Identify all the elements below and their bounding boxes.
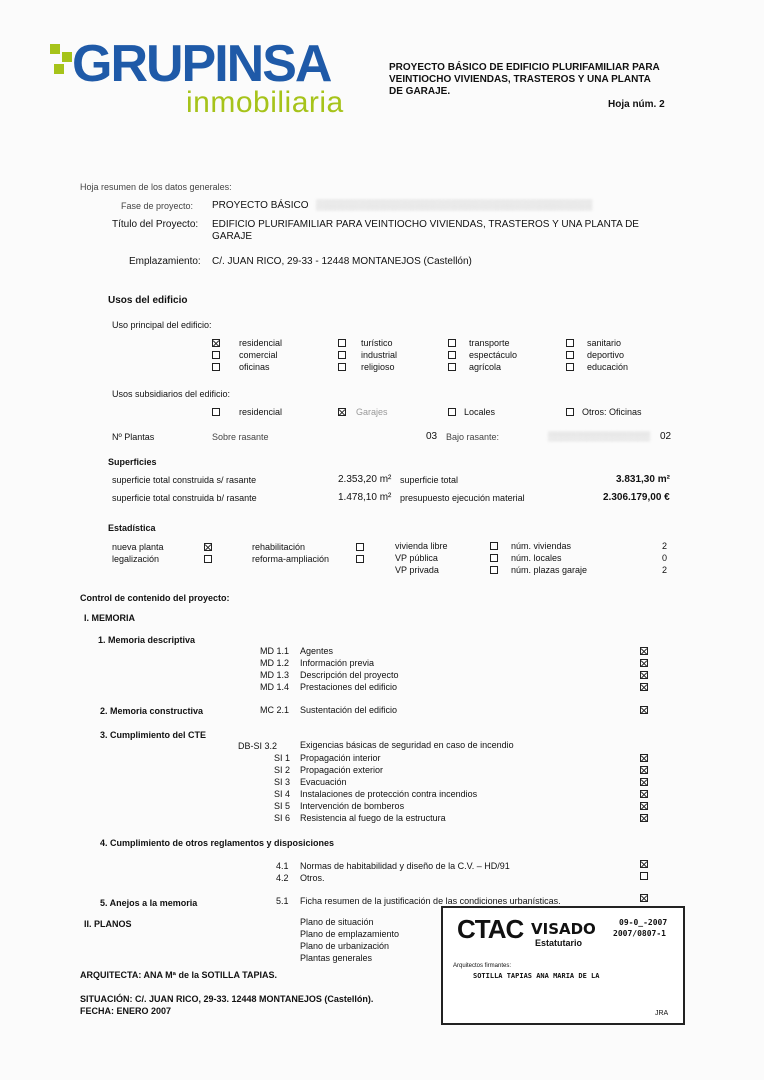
stamp-firmantes-label: Arquitectos firmantes: xyxy=(453,963,512,969)
header-title-line-3: DE GARAJE. xyxy=(389,86,451,97)
vp-publica-label: VP pública xyxy=(395,553,438,563)
num-viviendas-value: 2 xyxy=(662,541,668,551)
presupuesto-value: 2.306.179,00 € xyxy=(603,492,670,503)
redacted-text: ▒▒▒▒▒▒▒▒▒▒▒▒▒▒▒▒▒▒▒▒▒▒▒▒▒▒▒▒▒▒▒▒▒▒▒▒▒▒▒ xyxy=(316,200,593,211)
otros-code: 4.1 xyxy=(276,861,289,871)
stamp-visado: VISADO xyxy=(531,920,596,938)
checkbox-oficinas[interactable] xyxy=(212,363,220,371)
option-label: Otros: Oficinas xyxy=(582,407,642,417)
legalizacion-label: legalización xyxy=(112,554,160,564)
emplaz-label: Emplazamiento: xyxy=(129,256,201,267)
total-label: superficie total xyxy=(400,475,459,485)
checkbox-educacion[interactable] xyxy=(566,363,574,371)
checkbox-espectaculo[interactable] xyxy=(448,351,456,359)
num-locales-label: núm. locales xyxy=(511,553,562,563)
redacted-text: ▒▒▒▒▒▒▒▒▒▒▒▒▒▒▒▒ xyxy=(548,431,651,441)
vivienda-libre-label: vivienda libre xyxy=(395,541,448,551)
checkbox-md-1-2[interactable] xyxy=(640,659,648,667)
checkbox-nueva-planta[interactable] xyxy=(204,543,212,551)
checkbox-transporte[interactable] xyxy=(448,339,456,347)
nueva-planta-label: nueva planta xyxy=(112,542,164,552)
checkbox-vivienda-libre[interactable] xyxy=(490,542,498,550)
checkbox-sub-garajes[interactable] xyxy=(338,408,346,416)
mc-heading: 2. Memoria constructiva xyxy=(100,706,204,716)
emplaz-value: C/. JUAN RICO, 29-33 - 12448 MONTANEJOS (Castellón) xyxy=(212,256,472,267)
checkbox-si-5[interactable] xyxy=(640,802,648,810)
checkbox-reforma[interactable] xyxy=(356,555,364,563)
titulo-label: Título del Proyecto: xyxy=(112,219,199,230)
summary-heading: Hoja resumen de los datos generales: xyxy=(80,182,232,192)
otros-label: Normas de habitabilidad y diseño de la C.V. – HD/91 xyxy=(300,861,510,871)
md-code: MD 1.3 xyxy=(260,670,290,680)
sheet-number: Hoja núm. 2 xyxy=(608,99,665,110)
checkbox-sub-otros[interactable] xyxy=(566,408,574,416)
checkbox-si-3[interactable] xyxy=(640,778,648,786)
planos-item: Plantas generales xyxy=(300,953,373,963)
cte-heading: 3. Cumplimiento del CTE xyxy=(100,730,207,740)
sobre-rasante-label: Sobre rasante xyxy=(212,432,269,442)
otros-code: 4.2 xyxy=(276,873,289,883)
bajo-rasante-label: Bajo rasante: xyxy=(446,432,500,442)
otros-heading: 4. Cumplimiento de otros reglamentos y disposiciones xyxy=(100,838,335,848)
logo-subbrand: inmobiliaria xyxy=(186,86,344,119)
planos-item: Plano de emplazamiento xyxy=(300,929,400,939)
checkbox-otros-4-1[interactable] xyxy=(640,860,648,868)
checkbox-otros-4-2[interactable] xyxy=(640,872,648,880)
checkbox-comercial[interactable] xyxy=(212,351,220,359)
titulo-value-2: GARAJE xyxy=(212,231,253,242)
mc-code: MC 2.1 xyxy=(260,705,290,715)
md-heading: 1. Memoria descriptiva xyxy=(98,635,196,645)
checkbox-sub-locales[interactable] xyxy=(448,408,456,416)
checkbox-si-1[interactable] xyxy=(640,754,648,762)
si-label: Intervención de bomberos xyxy=(300,801,405,811)
fase-label: Fase de proyecto: xyxy=(121,201,194,211)
sobre-rasante-value: 03 xyxy=(426,431,438,442)
checkbox-vp-publica[interactable] xyxy=(490,554,498,562)
anejos-heading: 5. Anejos a la memoria xyxy=(100,898,198,908)
logo-brand: GRUPINSA xyxy=(72,35,331,93)
si-code: SI 4 xyxy=(274,789,291,799)
header-title-line-1: PROYECTO BÁSICO DE EDIFICIO PLURIFAMILIAR PARA xyxy=(389,62,660,73)
num-plazas-label: núm. plazas garaje xyxy=(511,565,588,575)
anejos-label: Ficha resumen de la justificación de las condiciones urbanísticas. xyxy=(300,896,561,906)
visado-stamp xyxy=(441,906,685,1025)
num-viviendas-label: núm. viviendas xyxy=(511,541,572,551)
checkbox-si-4[interactable] xyxy=(640,790,648,798)
option-label: industrial xyxy=(361,350,398,360)
option-label: comercial xyxy=(239,350,278,360)
option-label: sanitario xyxy=(587,338,622,348)
bajo-rasante-value: 02 xyxy=(660,431,672,442)
sobre-value: 2.353,20 m² xyxy=(338,474,392,485)
situacion: SITUACIÓN: C/. JUAN RICO, 29-33. 12448 MONTANEJOS (Castellón). xyxy=(80,994,374,1004)
num-plazas-value: 2 xyxy=(662,565,668,575)
checkbox-rehabilitacion[interactable] xyxy=(356,543,364,551)
cte-code: DB-SI 3.2 xyxy=(238,741,278,751)
planos-item: Plano de urbanización xyxy=(300,941,390,951)
si-code: SI 6 xyxy=(274,813,291,823)
option-label: oficinas xyxy=(239,362,270,372)
checkbox-residencial[interactable] xyxy=(212,339,220,347)
option-label: turístico xyxy=(361,338,393,348)
titulo-value-1: EDIFICIO PLURIFAMILIAR PARA VEINTIOCHO VIVIENDAS, TRASTEROS Y UNA PLANTA DE xyxy=(212,219,639,230)
presupuesto-label: presupuesto ejecución material xyxy=(400,493,525,503)
checkbox-legalizacion[interactable] xyxy=(204,555,212,563)
usos-heading: Usos del edificio xyxy=(108,295,188,306)
planos-heading: II. PLANOS xyxy=(84,919,132,929)
checkbox-agricola[interactable] xyxy=(448,363,456,371)
checkbox-vp-privada[interactable] xyxy=(490,566,498,574)
reforma-label: reforma-ampliación xyxy=(252,554,330,564)
planos-item: Plano de situación xyxy=(300,917,374,927)
si-code: SI 1 xyxy=(274,753,291,763)
option-label: espectáculo xyxy=(469,350,518,360)
option-label: residencial xyxy=(239,407,283,417)
fecha: FECHA: ENERO 2007 xyxy=(80,1006,172,1016)
checkbox-sanitario[interactable] xyxy=(566,339,574,347)
superficies-heading: Superficies xyxy=(108,457,157,467)
mc-label: Sustentación del edificio xyxy=(300,705,398,715)
option-label: educación xyxy=(587,362,629,372)
control-heading: Control de contenido del proyecto: xyxy=(80,593,230,603)
stamp-brand: CTAC xyxy=(457,914,524,944)
md-label: Prestaciones del edificio xyxy=(300,682,398,692)
otros-label: Otros. xyxy=(300,873,325,883)
checkbox-si-6[interactable] xyxy=(640,814,648,822)
total-value: 3.831,30 m² xyxy=(616,474,670,485)
checkbox-md-1-1[interactable] xyxy=(640,647,648,655)
cte-label: Exigencias básicas de seguridad en caso de incendio xyxy=(300,740,514,750)
arquitecta: ARQUITECTA: ANA Mª de la SOTILLA TAPIAS. xyxy=(80,970,277,980)
stamp-estatutario: Estatutario xyxy=(535,938,583,948)
option-label: Locales xyxy=(464,407,496,417)
checkbox-turistico[interactable] xyxy=(338,339,346,347)
checkbox-mc-2-1[interactable] xyxy=(640,706,648,714)
si-label: Propagación exterior xyxy=(300,765,384,775)
option-label: residencial xyxy=(239,338,283,348)
checkbox-md-1-3[interactable] xyxy=(640,671,648,679)
option-label: religioso xyxy=(361,362,395,372)
bajo-label: superficie total construida b/ rasante xyxy=(112,493,257,503)
md-code: MD 1.1 xyxy=(260,646,290,656)
option-label: Garajes xyxy=(356,407,388,417)
checkbox-industrial[interactable] xyxy=(338,351,346,359)
stamp-initials: JRA xyxy=(655,1010,669,1017)
md-code: MD 1.4 xyxy=(260,682,290,692)
si-label: Evacuación xyxy=(300,777,347,787)
si-code: SI 3 xyxy=(274,777,291,787)
md-label: Agentes xyxy=(300,646,334,656)
stamp-date: 09-0_-2007 xyxy=(619,918,668,927)
bajo-value: 1.478,10 m² xyxy=(338,492,392,503)
rehabilitacion-label: rehabilitación xyxy=(252,542,306,552)
option-label: transporte xyxy=(469,338,510,348)
md-label: Información previa xyxy=(300,658,375,668)
memoria-heading: I. MEMORIA xyxy=(84,613,135,623)
checkbox-religioso[interactable] xyxy=(338,363,346,371)
checkbox-si-2[interactable] xyxy=(640,766,648,774)
checkbox-anejos-5-1[interactable] xyxy=(640,894,648,902)
option-label: agrícola xyxy=(469,362,502,372)
plantas-label: Nº Plantas xyxy=(112,432,155,442)
option-label: deportivo xyxy=(587,350,625,360)
si-label: Instalaciones de protección contra incendios xyxy=(300,789,478,799)
md-code: MD 1.2 xyxy=(260,658,290,668)
estadistica-heading: Estadística xyxy=(108,523,156,533)
checkbox-md-1-4[interactable] xyxy=(640,683,648,691)
sobre-label: superficie total construida s/ rasante xyxy=(112,475,257,485)
si-code: SI 2 xyxy=(274,765,291,775)
num-locales-value: 0 xyxy=(662,553,668,563)
fase-value: PROYECTO BÁSICO xyxy=(212,200,309,211)
checkbox-deportivo[interactable] xyxy=(566,351,574,359)
checkbox-sub-residencial[interactable] xyxy=(212,408,220,416)
md-label: Descripción del proyecto xyxy=(300,670,399,680)
usos-subsidiarios-label: Usos subsidiarios del edificio: xyxy=(112,389,231,399)
vp-privada-label: VP privada xyxy=(395,565,439,575)
header-title-line-2: VEINTIOCHO VIVIENDAS, TRASTEROS Y UNA PLANTA xyxy=(389,74,651,85)
si-label: Resistencia al fuego de la estructura xyxy=(300,813,446,823)
stamp-firmantes: SOTILLA TAPIAS ANA MARIA DE LA xyxy=(473,972,600,980)
si-label: Propagación interior xyxy=(300,753,381,763)
uso-principal-label: Uso principal del edificio: xyxy=(112,320,212,330)
stamp-number: 2007/0807-1 xyxy=(613,929,666,938)
anejos-code: 5.1 xyxy=(276,896,289,906)
si-code: SI 5 xyxy=(274,801,291,811)
